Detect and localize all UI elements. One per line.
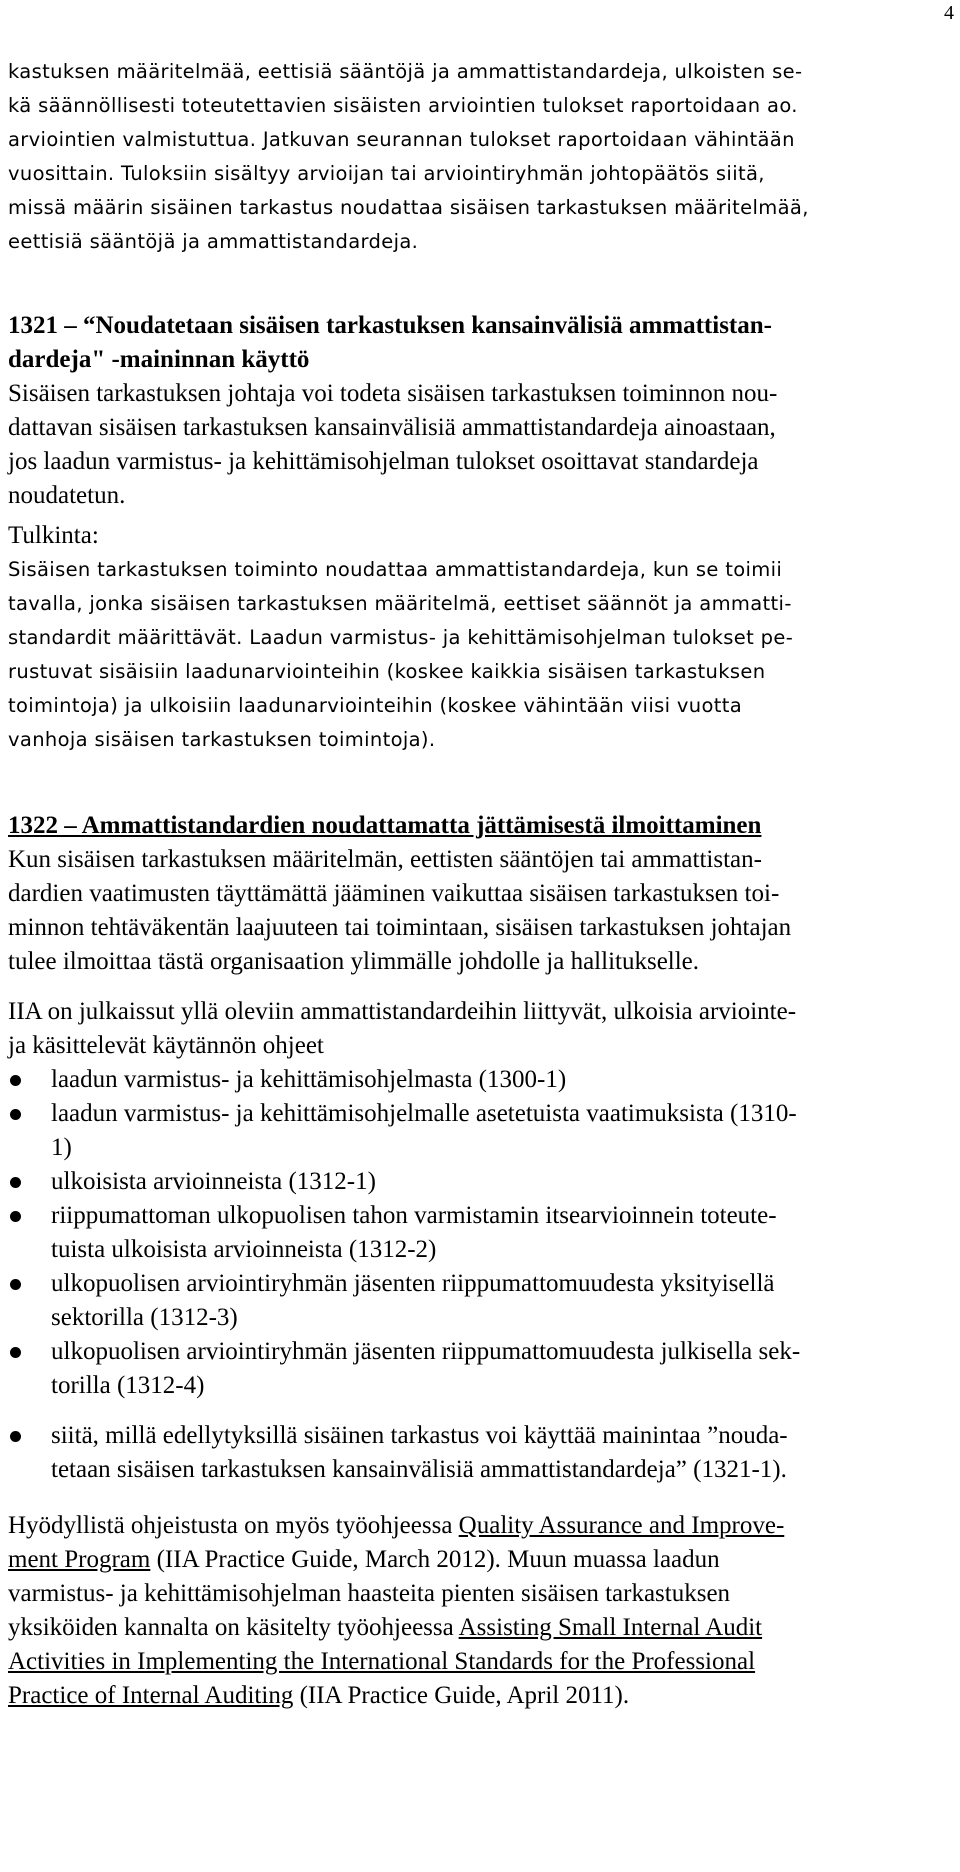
- list-item: laadun varmistus- ja kehittämisohjelmasta (1300-1): [8, 1063, 938, 1097]
- bullet-icon: [10, 1075, 21, 1086]
- section-heading: 1322 – Ammattistandardien noudattamatta jättämisestä ilmoittaminen: [8, 812, 762, 839]
- document-body: [8, 55, 938, 1713]
- text-line: dattavan sisäisen tarkastuksen kansainvälisiä ammattistandardeja ainoastaan,: [8, 414, 776, 441]
- text-line: toimintoja) ja ulkoisiin laadunarviointeihin (koskee vähintään viisi vuotta: [8, 694, 743, 717]
- interpretation-body: [8, 553, 938, 757]
- text-line: yksiköiden kannalta on käsitelty työohjeessa Assisting Small Internal Audit: [8, 1614, 763, 1641]
- text-line: kä säännöllisesti toteutettavien sisäisten arviointien tulokset raportoidaan ao.: [8, 94, 798, 117]
- list-item: laadun varmistus- ja kehittämisohjelmalle asetetuista vaatimuksista (1310- 1): [8, 1097, 938, 1165]
- text-line: standardit määrittävät. Laadun varmistus- ja kehittämisohjelman tulokset pe-: [8, 626, 794, 649]
- bullet-icon: [10, 1177, 21, 1188]
- bullet-icon: [10, 1347, 21, 1358]
- list-item: ulkopuolisen arviointiryhmän jäsenten riippumattomuudesta julkisella sek- torilla (1312-4): [8, 1335, 938, 1403]
- page-number: 4: [944, 2, 954, 24]
- list-item: ulkoisista arvioinneista (1312-1): [8, 1165, 938, 1199]
- bullet-icon: [10, 1431, 21, 1442]
- bullet-icon: [10, 1211, 21, 1222]
- text-line: minnon tehtäväkentän laajuuteen tai toimintaan, sisäisen tarkastuksen johtajan: [8, 914, 792, 941]
- text-line: tavalla, jonka sisäisen tarkastuksen määritelmä, eettiset säännöt ja ammatti-: [8, 592, 792, 615]
- text-line: eettisiä sääntöjä ja ammattistandardeja.: [8, 230, 419, 253]
- text-line: IIA on julkaissut yllä oleviin ammattistandardeihin liittyvät, ulkoisia arviointe-: [8, 998, 797, 1025]
- intro-paragraph: [8, 55, 938, 259]
- guidance-list: [8, 1063, 938, 1487]
- section-1321: [8, 309, 938, 757]
- text-line: dardien vaatimusten täyttämättä jääminen vaikuttaa sisäisen tarkastuksen toi-: [8, 880, 780, 907]
- text-line: Sisäisen tarkastuksen johtaja voi todeta sisäisen tarkastuksen toiminnon nou-: [8, 380, 778, 407]
- list-item: siitä, millä edellytyksillä sisäinen tarkastus voi käyttää mainintaa ”nouda- tetaan sisäisen tarkastuksen kansainvälisiä ammattistandardeja” (1321-1).: [8, 1419, 938, 1487]
- quality-assurance-guide-link[interactable]: Quality Assurance and Improve-: [458, 1512, 785, 1539]
- small-audit-guide-link[interactable]: Assisting Small Internal Audit: [458, 1614, 763, 1641]
- text-line: [8, 1645, 938, 1679]
- quality-assurance-guide-link-cont[interactable]: ment Program: [8, 1546, 151, 1573]
- text-line: noudatetun.: [8, 482, 126, 509]
- text-line: Hyödyllistä ohjeistusta on myös työohjeessa Quality Assurance and Improve-: [8, 1512, 785, 1539]
- section-body: [8, 377, 938, 513]
- text-line: tulee ilmoittaa tästä organisaation ylimmälle johdolle ja hallitukselle.: [8, 948, 700, 975]
- text-line: arviointien valmistuttua. Jatkuvan seurannan tulokset raportoidaan vähintään: [8, 128, 795, 151]
- bullet-icon: [10, 1109, 21, 1120]
- section-heading: dardeja" -maininnan käyttö: [8, 346, 310, 373]
- guidance-intro: [8, 995, 938, 1063]
- text-line: varmistus- ja kehittämisohjelman haasteita pienten sisäisen tarkastuksen: [8, 1580, 731, 1607]
- text-line: jos laadun varmistus- ja kehittämisohjelman tulokset osoittavat standardeja: [8, 448, 759, 475]
- text-line: vuosittain. Tuloksiin sisältyy arvioijan tai arviointiryhmän johtopäätös siitä,: [8, 162, 765, 185]
- section-heading: 1321 – “Noudatetaan sisäisen tarkastuksen kansainvälisiä ammattistan-: [8, 312, 772, 339]
- text-line: Sisäisen tarkastuksen toiminto noudattaa ammattistandardeja, kun se toimii: [8, 558, 783, 581]
- small-audit-guide-link-end[interactable]: Practice of Internal Auditing: [8, 1682, 294, 1709]
- text-line: ja käsittelevät käytännön ohjeet: [8, 1032, 324, 1059]
- list-item: ulkopuolisen arviointiryhmän jäsenten riippumattomuudesta yksityisellä sektorilla (1312-3): [8, 1267, 938, 1335]
- text-line: kastuksen määritelmää, eettisiä sääntöjä ja ammattistandardeja, ulkoisten se-: [8, 60, 803, 83]
- text-line: Practice of Internal Auditing (IIA Practice Guide, April 2011).: [8, 1682, 630, 1709]
- text-line: missä määrin sisäinen tarkastus noudattaa sisäisen tarkastuksen määritelmää,: [8, 196, 809, 219]
- text-line: ment Program (IIA Practice Guide, March 2012). Muun muassa laadun: [8, 1546, 720, 1573]
- section-body: [8, 843, 938, 979]
- list-item: riippumattoman ulkopuolisen tahon varmistamin itsearvioinnein toteute- tuista ulkoisista arvioinneista (1312-2): [8, 1199, 938, 1267]
- text-line: rustuvat sisäisiin laadunarviointeihin (koskee kaikkia sisäisen tarkastuksen: [8, 660, 766, 683]
- bullet-icon: [10, 1279, 21, 1290]
- closing-paragraph: [8, 1509, 938, 1713]
- interpretation-label: Tulkinta:: [8, 522, 99, 549]
- text-line: Kun sisäisen tarkastuksen määritelmän, eettisten sääntöjen tai ammattistan-: [8, 846, 762, 873]
- section-1322: [8, 809, 938, 979]
- small-audit-guide-link-cont[interactable]: Activities in Implementing the International Standards for the Professional: [8, 1648, 756, 1675]
- text-line: vanhoja sisäisen tarkastuksen toimintoja).: [8, 728, 436, 751]
